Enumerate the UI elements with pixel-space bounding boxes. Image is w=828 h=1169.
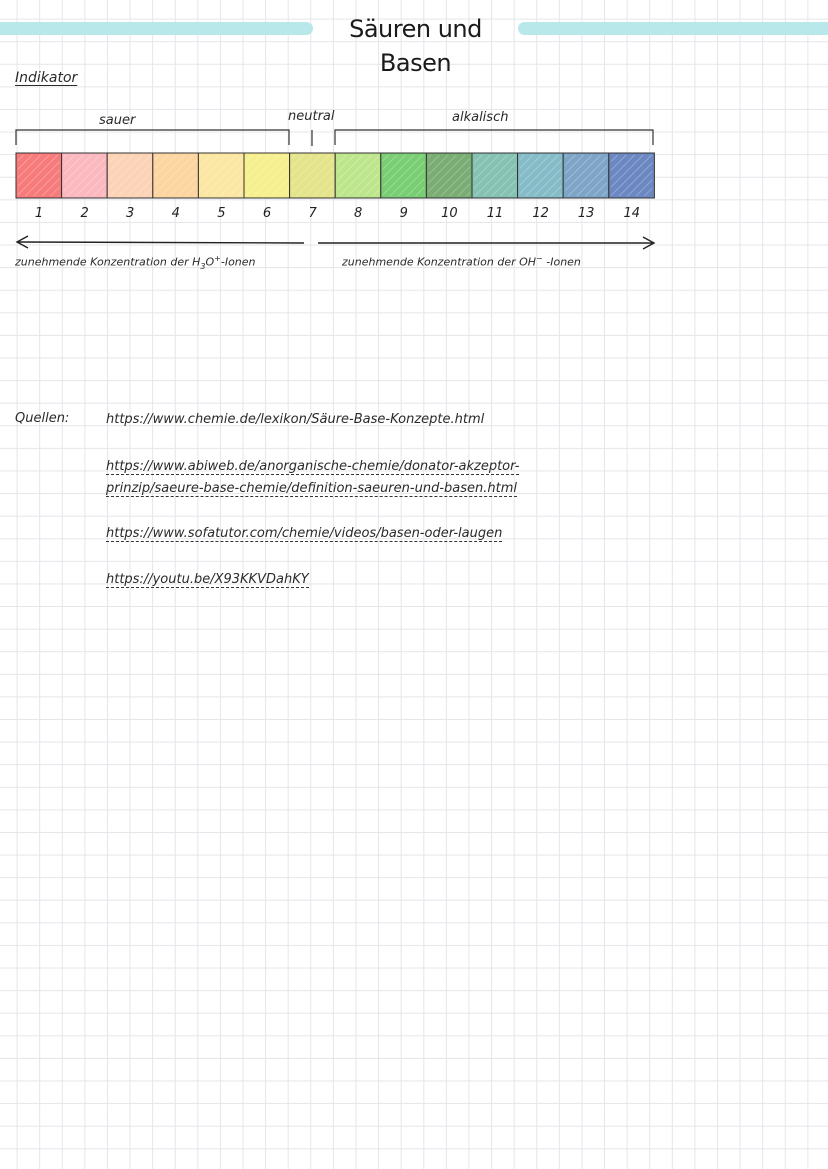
ph-number-8: 8 [354, 206, 363, 221]
ph-cell-texture-11 [474, 155, 516, 196]
ph-cell-texture-2 [64, 155, 106, 196]
source-link-1[interactable]: https://www.chemie.de/lexikon/Säure-Base-Konzepte.html [106, 412, 485, 427]
indicator-heading: Indikator [15, 70, 78, 86]
acid-concentration-caption: zunehmende Konzentration der $H_3O^+$-Ionen [15, 254, 256, 271]
alkaline-label: alkalisch [452, 110, 509, 125]
ph-cell-texture-8 [337, 155, 379, 196]
ph-number-3: 3 [126, 206, 135, 221]
ph-number-1: 1 [34, 206, 44, 221]
ph-number-2: 2 [80, 206, 89, 221]
ph-number-6: 6 [262, 206, 272, 221]
acid-label: sauer [99, 113, 136, 128]
ph-cell-texture-3 [109, 155, 151, 196]
ph-number-4: 4 [171, 206, 180, 221]
ph-cell-texture-5 [200, 155, 242, 196]
source-link-2[interactable]: https://www.abiweb.de/anorganische-chemie/donator-akzeptor- prinzip/saeure-base-chemie/definition-saeuren-und-basen.html [106, 459, 520, 496]
ph-cell-texture-6 [246, 155, 288, 196]
neutral-label: neutral [288, 109, 335, 124]
ph-cell-texture-10 [428, 155, 470, 196]
ph-number-9: 9 [399, 206, 408, 221]
ph-cell-texture-4 [155, 155, 197, 196]
ph-number-10: 10 [441, 206, 458, 221]
ph-cell-texture-1 [18, 155, 60, 196]
ph-number-5: 5 [217, 206, 226, 221]
sources-label: Quellen: [15, 411, 70, 426]
source-link-3[interactable]: https://www.sofatutor.com/chemie/videos/basen-oder-laugen [106, 526, 503, 541]
ph-cell-texture-9 [383, 155, 425, 196]
ph-number-11: 11 [486, 206, 504, 221]
ph-cell-texture-12 [520, 155, 562, 196]
page-title: Säuren und Basen [349, 15, 482, 77]
ph-number-12: 12 [532, 206, 549, 221]
source-link-4[interactable]: https://youtu.be/X93KKVDahKY [106, 572, 309, 587]
ph-cell-texture-14 [611, 155, 653, 196]
ph-number-14: 14 [623, 206, 641, 221]
ph-number-7: 7 [308, 206, 317, 221]
ph-cell-texture-13 [565, 155, 607, 196]
ph-number-13: 13 [577, 206, 595, 221]
base-concentration-caption: zunehmende Konzentration der OH− -Ionen [342, 254, 581, 269]
ph-cell-texture-7 [292, 155, 334, 196]
